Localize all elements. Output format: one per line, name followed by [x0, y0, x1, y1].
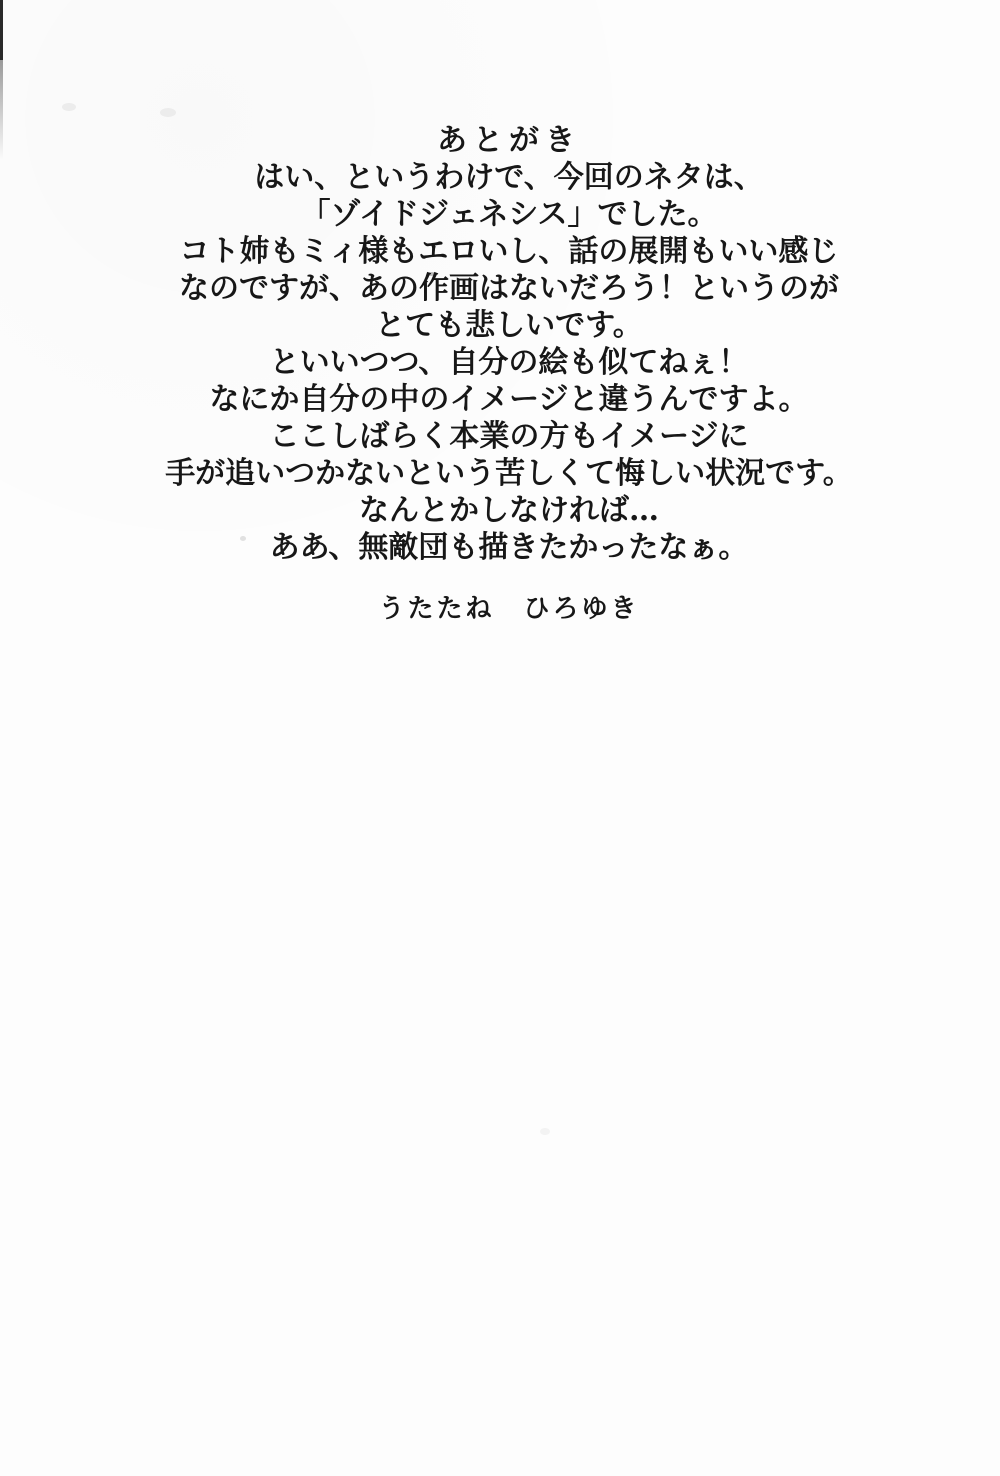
afterword-title: あとがき [437, 123, 581, 158]
scan-speck [160, 108, 176, 117]
afterword-line-8: ここしばらく本業の方もイメージに [269, 419, 749, 454]
afterword-line-7: なにか自分の中のイメージと違うんですよ。 [209, 382, 809, 417]
afterword-line-1: はい、というわけで、今回のネタは、 [254, 160, 764, 195]
afterword-line-9: 手が追いつかないという苦しくて悔しい状況です。 [165, 456, 853, 491]
scan-speck [62, 103, 76, 111]
afterword-line-5: とても悲しいです。 [375, 308, 643, 343]
afterword-line-3: コト姉もミィ様もエロいし、話の展開もいい感じ [179, 234, 839, 269]
scan-speck [540, 1128, 550, 1135]
afterword-line-4: なのですが、あの作画はないだろう！というのが [179, 271, 839, 306]
afterword-text-block [9, 122, 1000, 625]
afterword-line-11: ああ、無敵団も描きたかったなぁ。 [269, 530, 749, 565]
scan-edge-artifact-light [0, 60, 3, 160]
scan-edge-artifact-dark [0, 0, 3, 66]
afterword-line-2: 「ゾイドジェネシス」でした。 [300, 197, 718, 232]
author-signature: うたたね ひろゆき [378, 594, 640, 624]
afterword-line-10: なんとかしなければ… [359, 493, 659, 528]
afterword-line-6: といいつつ、自分の絵も似てねぇ！ [269, 345, 749, 380]
